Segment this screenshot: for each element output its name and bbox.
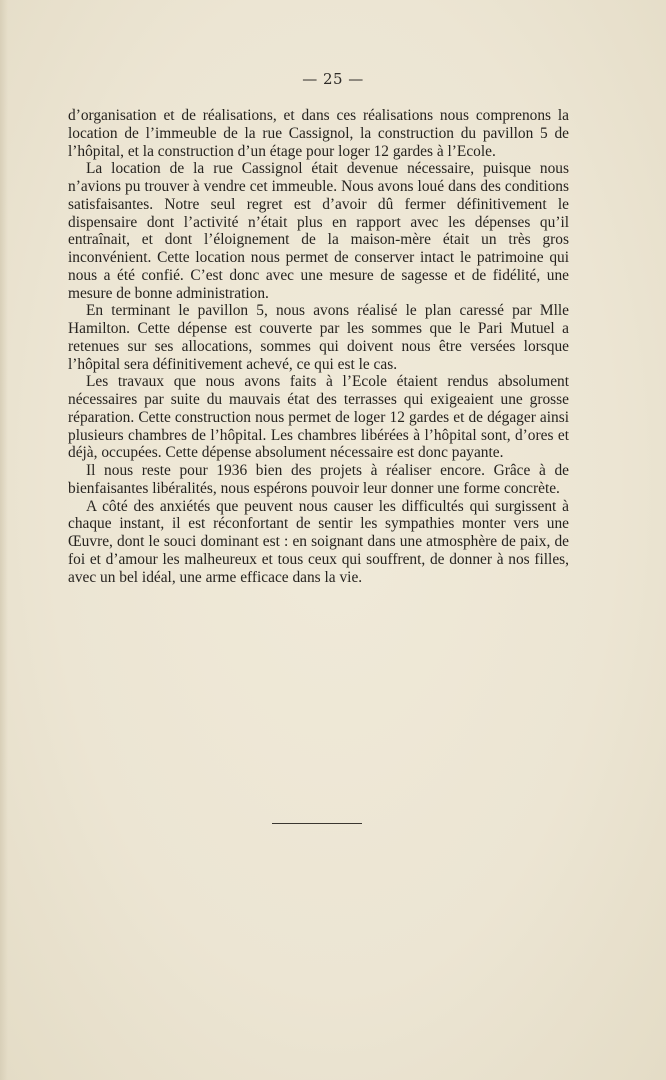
page-number: — 25 — <box>302 70 364 88</box>
paragraph: Les travaux que nous avons faits à l’Ecole étaient rendus absolument nécessaires par suite du mauvais état des terrasses qui exigeaient une grosse réparation. Cette construction nous permet de loger 12 gardes et de dégager ainsi plusieurs chambres de l’hôpital. Les chambres libérées à l’hôpital sont, d’ores et déjà, occupées. Cette dépense absolument nécessaire est donc payante. <box>68 373 569 462</box>
paragraph: En terminant le pavillon 5, nous avons réalisé le plan caressé par Mlle Hamilton. Cette dépense est couverte par les sommes que le Pari Mutuel a retenues sur ses allocations, sommes qui doivent nous être versées lorsque l’hôpital sera définitivement achevé, ce qui est le cas. <box>68 302 569 373</box>
paragraph: A côté des anxiétés que peuvent nous causer les difficultés qui surgissent à chaque instant, il est réconfortant de sentir les sympathies monter vers une Œuvre, dont le souci dominant est : en soignant dans une atmosphère de paix, de foi et d’amour les malheureux et tous ceux qui souffrent, de donner à nos filles, avec un bel idéal, une arme efficace dans la vie. <box>68 497 569 586</box>
paragraph: Il nous reste pour 1936 bien des projets à réaliser encore. Grâce à de bienfaisantes libéralités, nous espérons pouvoir leur donner une forme concrète. <box>68 462 569 497</box>
paragraph: d’organisation et de réalisations, et dans ces réalisations nous comprenons la location de l’immeuble de la rue Cassignol, la construction du pavillon 5 de l’hôpital, et la construction d’un étage pour loger 12 gardes à l’Ecole. <box>68 107 569 160</box>
body-text <box>68 107 569 586</box>
section-end-rule <box>272 823 362 824</box>
page-edge-shadow <box>0 0 8 1080</box>
paragraph: La location de la rue Cassignol était devenue nécessaire, puisque nous n’avions pu trouver à vendre cet immeuble. Nous avons loué dans des conditions satisfaisantes. Notre seul regret est d’avoir dû fermer définitivement le dispensaire dont l’activité n’était plus en rapport avec les dépenses qu’il entraînait, et dont l’éloignement de la maison-mère était un très gros inconvénient. Cette location nous permet de conserver intact le patrimoine qui nous a été confié. C’est donc avec une mesure de sagesse et de fidélité, une mesure de bonne administration. <box>68 160 569 302</box>
